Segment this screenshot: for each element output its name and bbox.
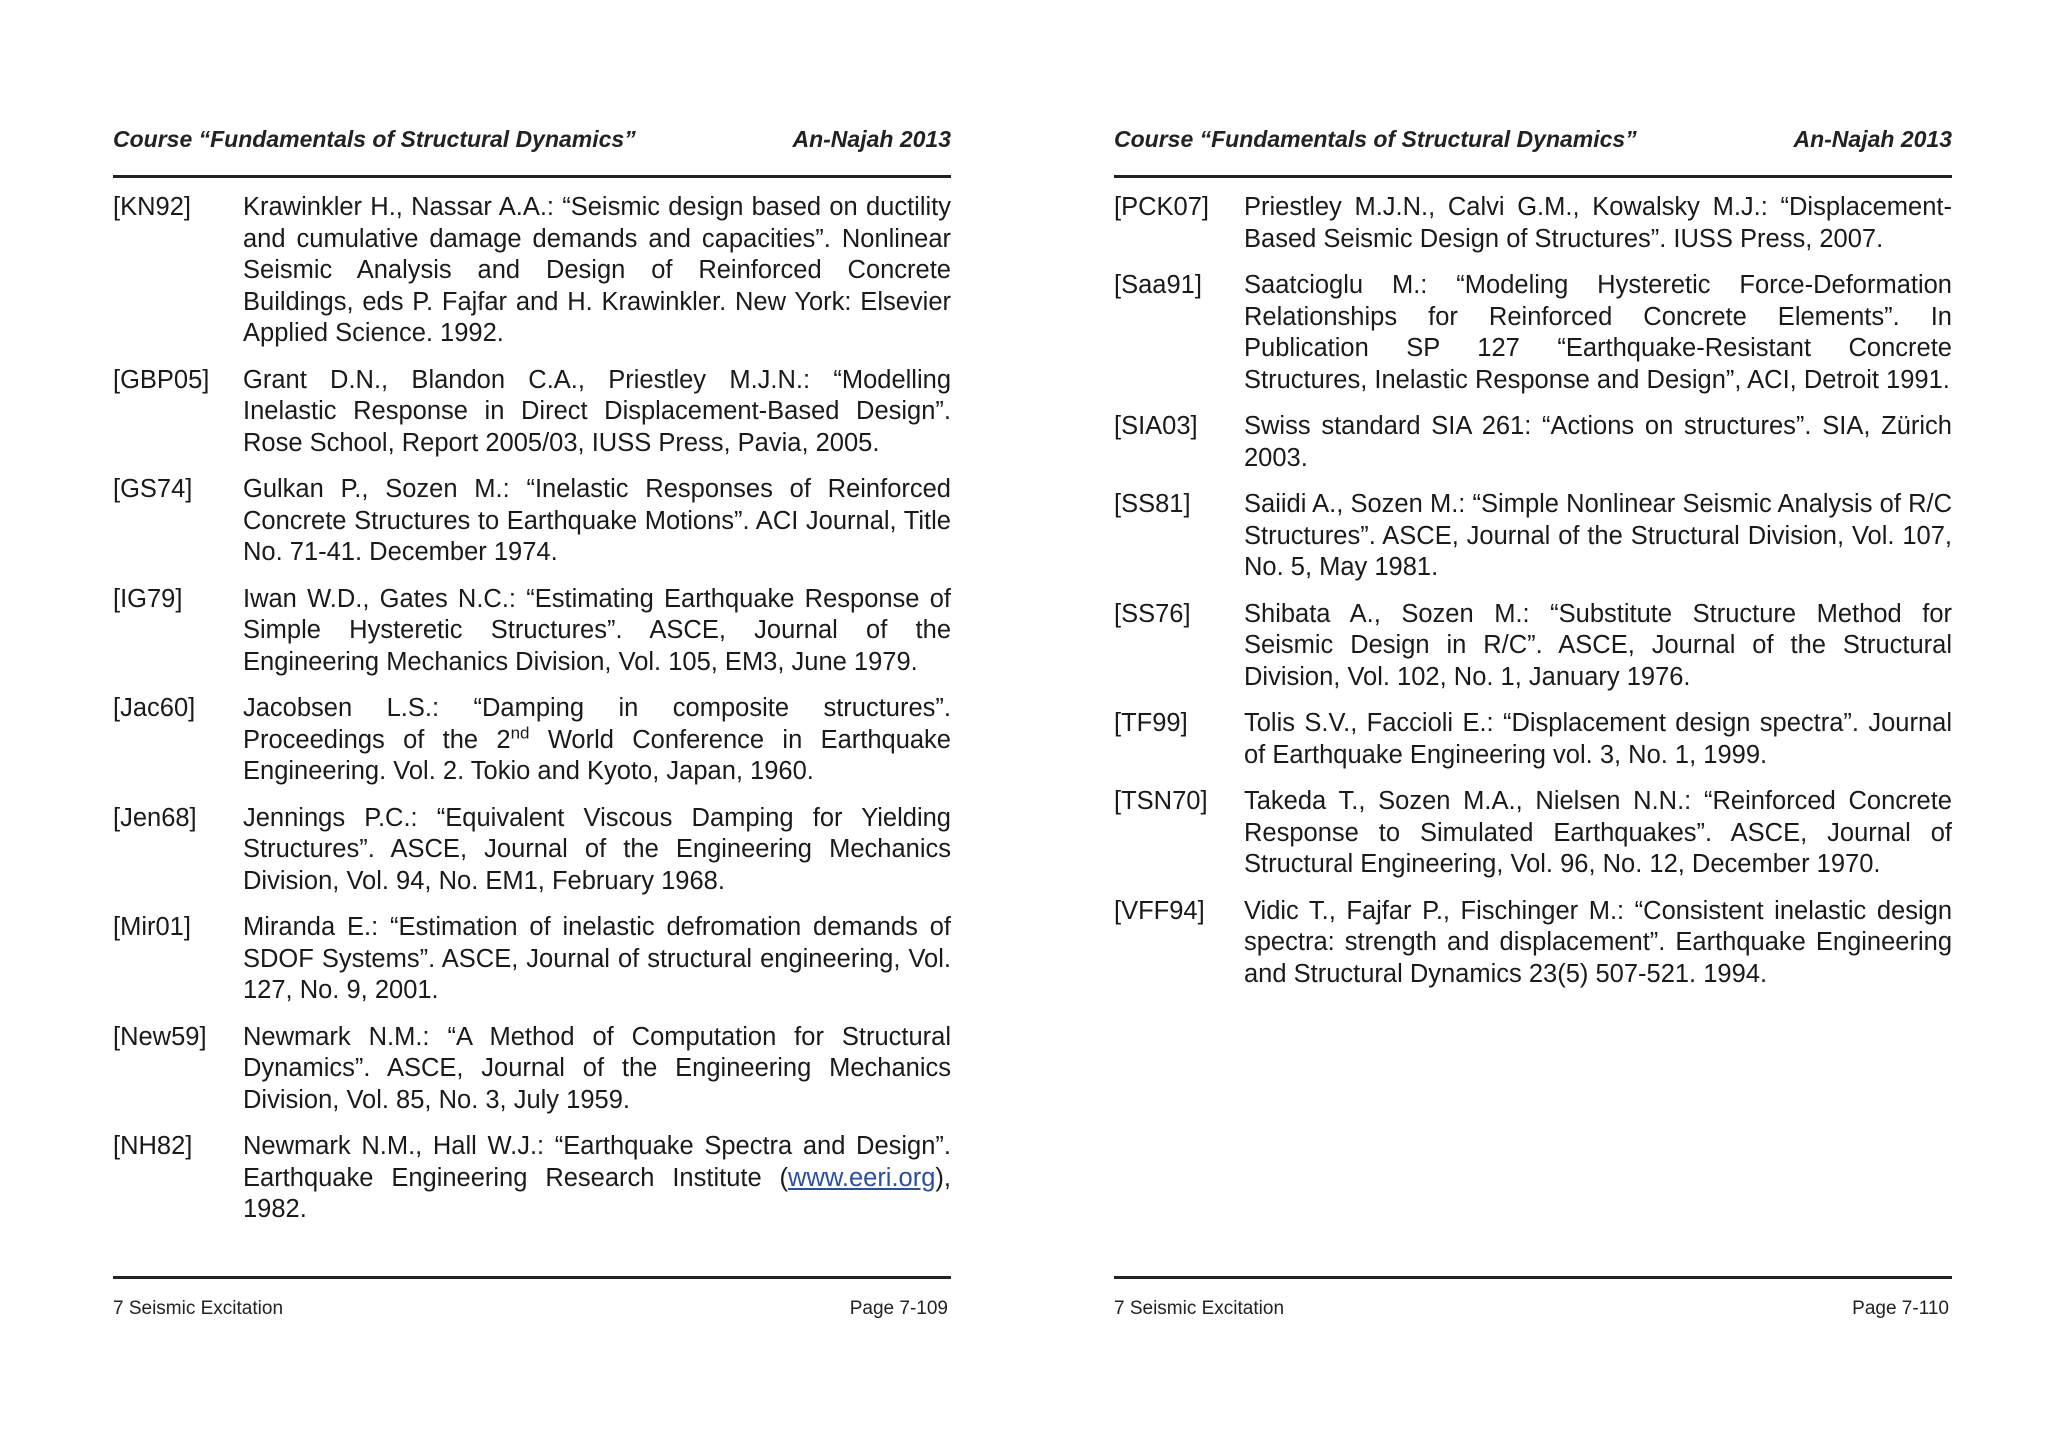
- reference-item: [1114, 786, 1952, 881]
- reference-text: Jennings P.C.: “Equivalent Viscous Damping for Yielding Structures”. ASCE, Journal of the Engineering Mechanics Division, Vol. 94, No. EM1, February 1968.: [243, 803, 951, 895]
- reference-key: [IG79]: [113, 584, 183, 613]
- reference-key: [SS76]: [1114, 599, 1191, 628]
- reference-item: [113, 474, 951, 569]
- reference-text: [243, 1131, 951, 1226]
- reference-key: [KN92]: [113, 193, 191, 221]
- reference-key: [TF99]: [1114, 709, 1188, 737]
- superscript-ordinal: nd: [510, 723, 530, 742]
- reference-text: Iwan W.D., Gates N.C.: “Estimating Earthquake Response of Simple Hysteretic Structures”. ASCE, Journal of the Engineering Mechanics Division, Vol. 105, EM3, June 1979.: [243, 584, 951, 676]
- reference-key: [SS81]: [1114, 490, 1191, 518]
- footer-divider: [113, 1276, 951, 1279]
- header-divider: [113, 175, 951, 178]
- reference-key: [SIA03]: [1114, 412, 1198, 440]
- page-footer: [1114, 1298, 1952, 1324]
- reference-text-after: ), 1982.: [243, 1163, 951, 1223]
- chapter-label: 7 Seismic Excitation: [113, 1298, 284, 1319]
- reference-item: [113, 1022, 951, 1117]
- reference-text-before: Newmark N.M., Hall W.J.: “Earthquake Spectra and Design”. Earthquake Engineering Research Institute (: [243, 1132, 951, 1192]
- reference-item: [1114, 192, 1952, 255]
- reference-item: [113, 693, 951, 788]
- reference-item: [113, 365, 951, 460]
- page-number: Page 7-109: [849, 1298, 948, 1319]
- reference-key: [GS74]: [113, 475, 193, 503]
- reference-key: [GBP05]: [113, 365, 210, 394]
- reference-key: [PCK07]: [1114, 193, 1209, 221]
- reference-item: [1114, 270, 1952, 396]
- reference-item: [1114, 708, 1952, 771]
- reference-item: [1114, 411, 1952, 474]
- header-divider: [1114, 175, 1952, 178]
- page-header: [113, 122, 951, 156]
- eeri-link[interactable]: www.eeri.org: [788, 1163, 936, 1192]
- reference-text: Tolis S.V., Faccioli E.: “Displacement design spectra”. Journal of Earthquake Engineering vol. 3, No. 1, 1999.: [1244, 709, 1952, 769]
- reference-text: Takeda T., Sozen M.A., Nielsen N.N.: “Reinforced Concrete Response to Simulated Earthquakes”. ASCE, Journal of Structural Engineering, Vol. 96, No. 12, December 1970.: [1244, 787, 1952, 878]
- reference-item: [1114, 599, 1952, 694]
- reference-text: Priestley M.J.N., Calvi G.M., Kowalsky M.J.: “Displacement-Based Seismic Design of Structures”. IUSS Press, 2007.: [1244, 193, 1952, 253]
- reference-text: Vidic T., Fajfar P., Fischinger M.: “Consistent inelastic design spectra: strength and displacement”. Earthquake Engineering and Structural Dynamics 23(5) 507-521. 1994.: [1244, 896, 1952, 988]
- course-year: An-Najah 2013: [792, 126, 951, 152]
- reference-text: Grant D.N., Blandon C.A., Priestley M.J.N.: “Modelling Inelastic Response in Direct Displacement-Based Design”. Rose School, Report 2005/03, IUSS Press, Pavia, 2005.: [243, 365, 951, 457]
- reference-text: Miranda E.: “Estimation of inelastic defromation demands of SDOF Systems”. ASCE, Journal of structural engineering, Vol. 127, No. 9, 2001.: [243, 913, 951, 1004]
- left-page: [113, 0, 951, 1448]
- page-footer: [113, 1298, 951, 1324]
- reference-key: [Saa91]: [1114, 271, 1202, 299]
- chapter-label: 7 Seismic Excitation: [1114, 1298, 1285, 1319]
- reference-list: [113, 192, 951, 1241]
- reference-text-before: Jacobsen L.S.: “Damping in composite structures”. Proceedings of the 2: [243, 694, 951, 754]
- reference-text: Newmark N.M.: “A Method of Computation for Structural Dynamics”. ASCE, Journal of the Engineering Mechanics Division, Vol. 85, No. 3, July 1959.: [243, 1022, 951, 1114]
- reference-text: Krawinkler H., Nassar A.A.: “Seismic design based on ductility and cumulative damage demands and capacities”. Nonlinear Seismic Analysis and Design of Reinforced Concrete Buildings, eds P. Fajfar and H. Krawinkler. New York: Elsevier Applied Science. 1992.: [243, 193, 951, 347]
- reference-key: [Jac60]: [113, 694, 196, 722]
- right-page: [1114, 0, 1952, 1448]
- course-year: An-Najah 2013: [1793, 126, 1952, 152]
- course-title: Course “Fundamentals of Structural Dynamics”: [113, 126, 636, 152]
- reference-key: [New59]: [113, 1022, 207, 1051]
- reference-item: [113, 912, 951, 1007]
- reference-key: [TSN70]: [1114, 787, 1208, 815]
- reference-key: [NH82]: [113, 1132, 193, 1160]
- page-header: [1114, 122, 1952, 156]
- reference-key: [VFF94]: [1114, 896, 1205, 925]
- reference-key: [Jen68]: [113, 803, 197, 832]
- page-number: Page 7-110: [1852, 1298, 1949, 1319]
- reference-text: Shibata A., Sozen M.: “Substitute Structure Method for Seismic Design in R/C”. ASCE, Journal of the Structural Division, Vol. 102, No. 1, January 1976.: [1244, 599, 1952, 691]
- reference-item: [1114, 896, 1952, 991]
- reference-item: [113, 192, 951, 350]
- reference-item: [113, 1131, 951, 1226]
- reference-text: Gulkan P., Sozen M.: “Inelastic Responses of Reinforced Concrete Structures to Earthquake Motions”. ACI Journal, Title No. 71-41. December 1974.: [243, 475, 951, 566]
- reference-text: [243, 693, 951, 788]
- reference-item: [1114, 489, 1952, 584]
- reference-key: [Mir01]: [113, 913, 191, 941]
- reference-item: [113, 584, 951, 679]
- reference-text: Saatcioglu M.: “Modeling Hysteretic Force-Deformation Relationships for Reinforced Concrete Elements”. In Publication SP 127 “Earthquake-Resistant Concrete Structures, Inelastic Response and Design”, ACI, Detroit 1991.: [1244, 271, 1952, 394]
- reference-list: [1114, 192, 1952, 1005]
- course-title: Course “Fundamentals of Structural Dynamics”: [1114, 126, 1637, 152]
- footer-divider: [1114, 1276, 1952, 1279]
- reference-text-after: World Conference in Earthquake Engineering. Vol. 2. Tokio and Kyoto, Japan, 1960.: [243, 725, 951, 785]
- reference-text: Saiidi A., Sozen M.: “Simple Nonlinear Seismic Analysis of R/C Structures”. ASCE, Journal of the Structural Division, Vol. 107, No. 5, May 1981.: [1244, 490, 1952, 581]
- reference-text: Swiss standard SIA 261: “Actions on structures”. SIA, Zürich 2003.: [1244, 412, 1952, 472]
- reference-item: [113, 803, 951, 898]
